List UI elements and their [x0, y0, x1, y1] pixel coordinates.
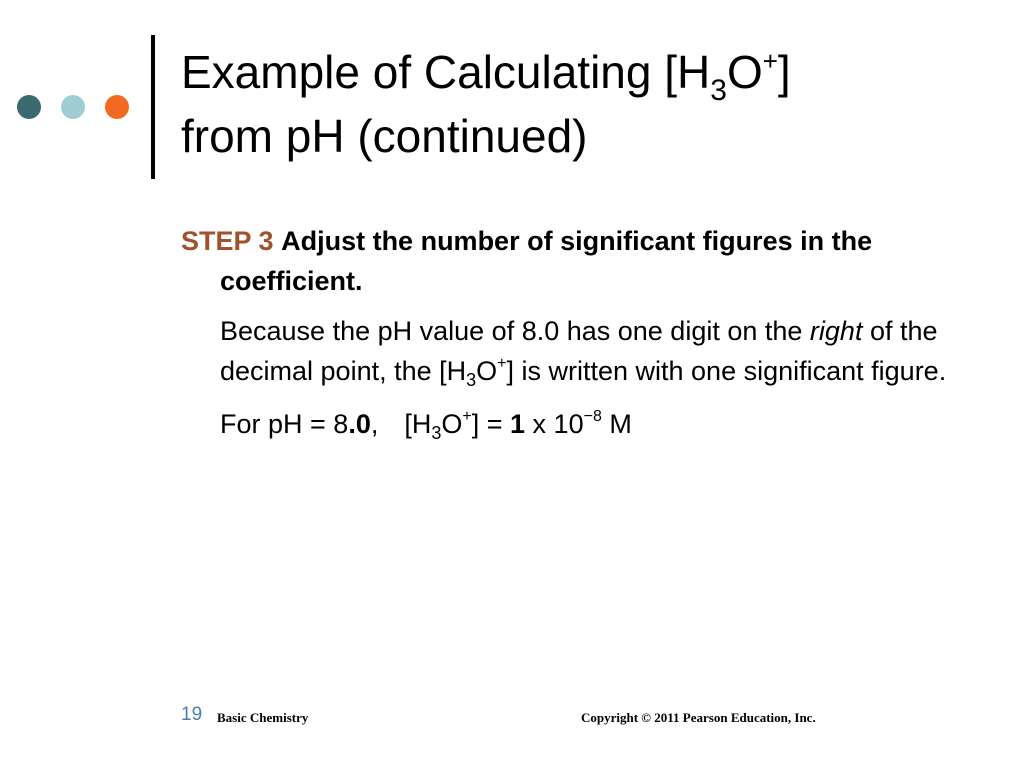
decorative-dot-dark	[17, 95, 41, 119]
footer-copyright: Copyright © 2011 Pearson Education, Inc.	[581, 710, 816, 725]
decorative-dot-orange	[105, 95, 129, 119]
slide-title: Example of Calculating $[H_3O^+]$ from pH (continued)	[181, 46, 791, 162]
step-heading	[181, 221, 981, 301]
exponent: −8	[583, 408, 602, 425]
emphasis-right: right	[809, 316, 863, 346]
footer-course-title: Basic Chemistry	[217, 710, 309, 725]
step-heading-text: Adjust the number of significant figures in the coefficient.	[220, 226, 873, 296]
formula-line: For pH = 8.0, $[H_3O^+] = 1$ x $10^{-8}$ M	[220, 408, 632, 443]
decorative-dot-light	[61, 95, 85, 119]
title-divider-line	[151, 35, 155, 179]
explanation-paragraph: Because the pH value of 8.0 has one digit on the right of the decimal point, the $[H_3O^+]$ is written with one significant figure.	[220, 316, 947, 390]
slide-body	[181, 221, 981, 449]
page-number: 19	[181, 704, 203, 725]
slide-title-line2: from pH (continued)	[181, 110, 588, 162]
step-label: STEP 3	[181, 226, 274, 256]
coefficient: 1	[510, 409, 526, 439]
